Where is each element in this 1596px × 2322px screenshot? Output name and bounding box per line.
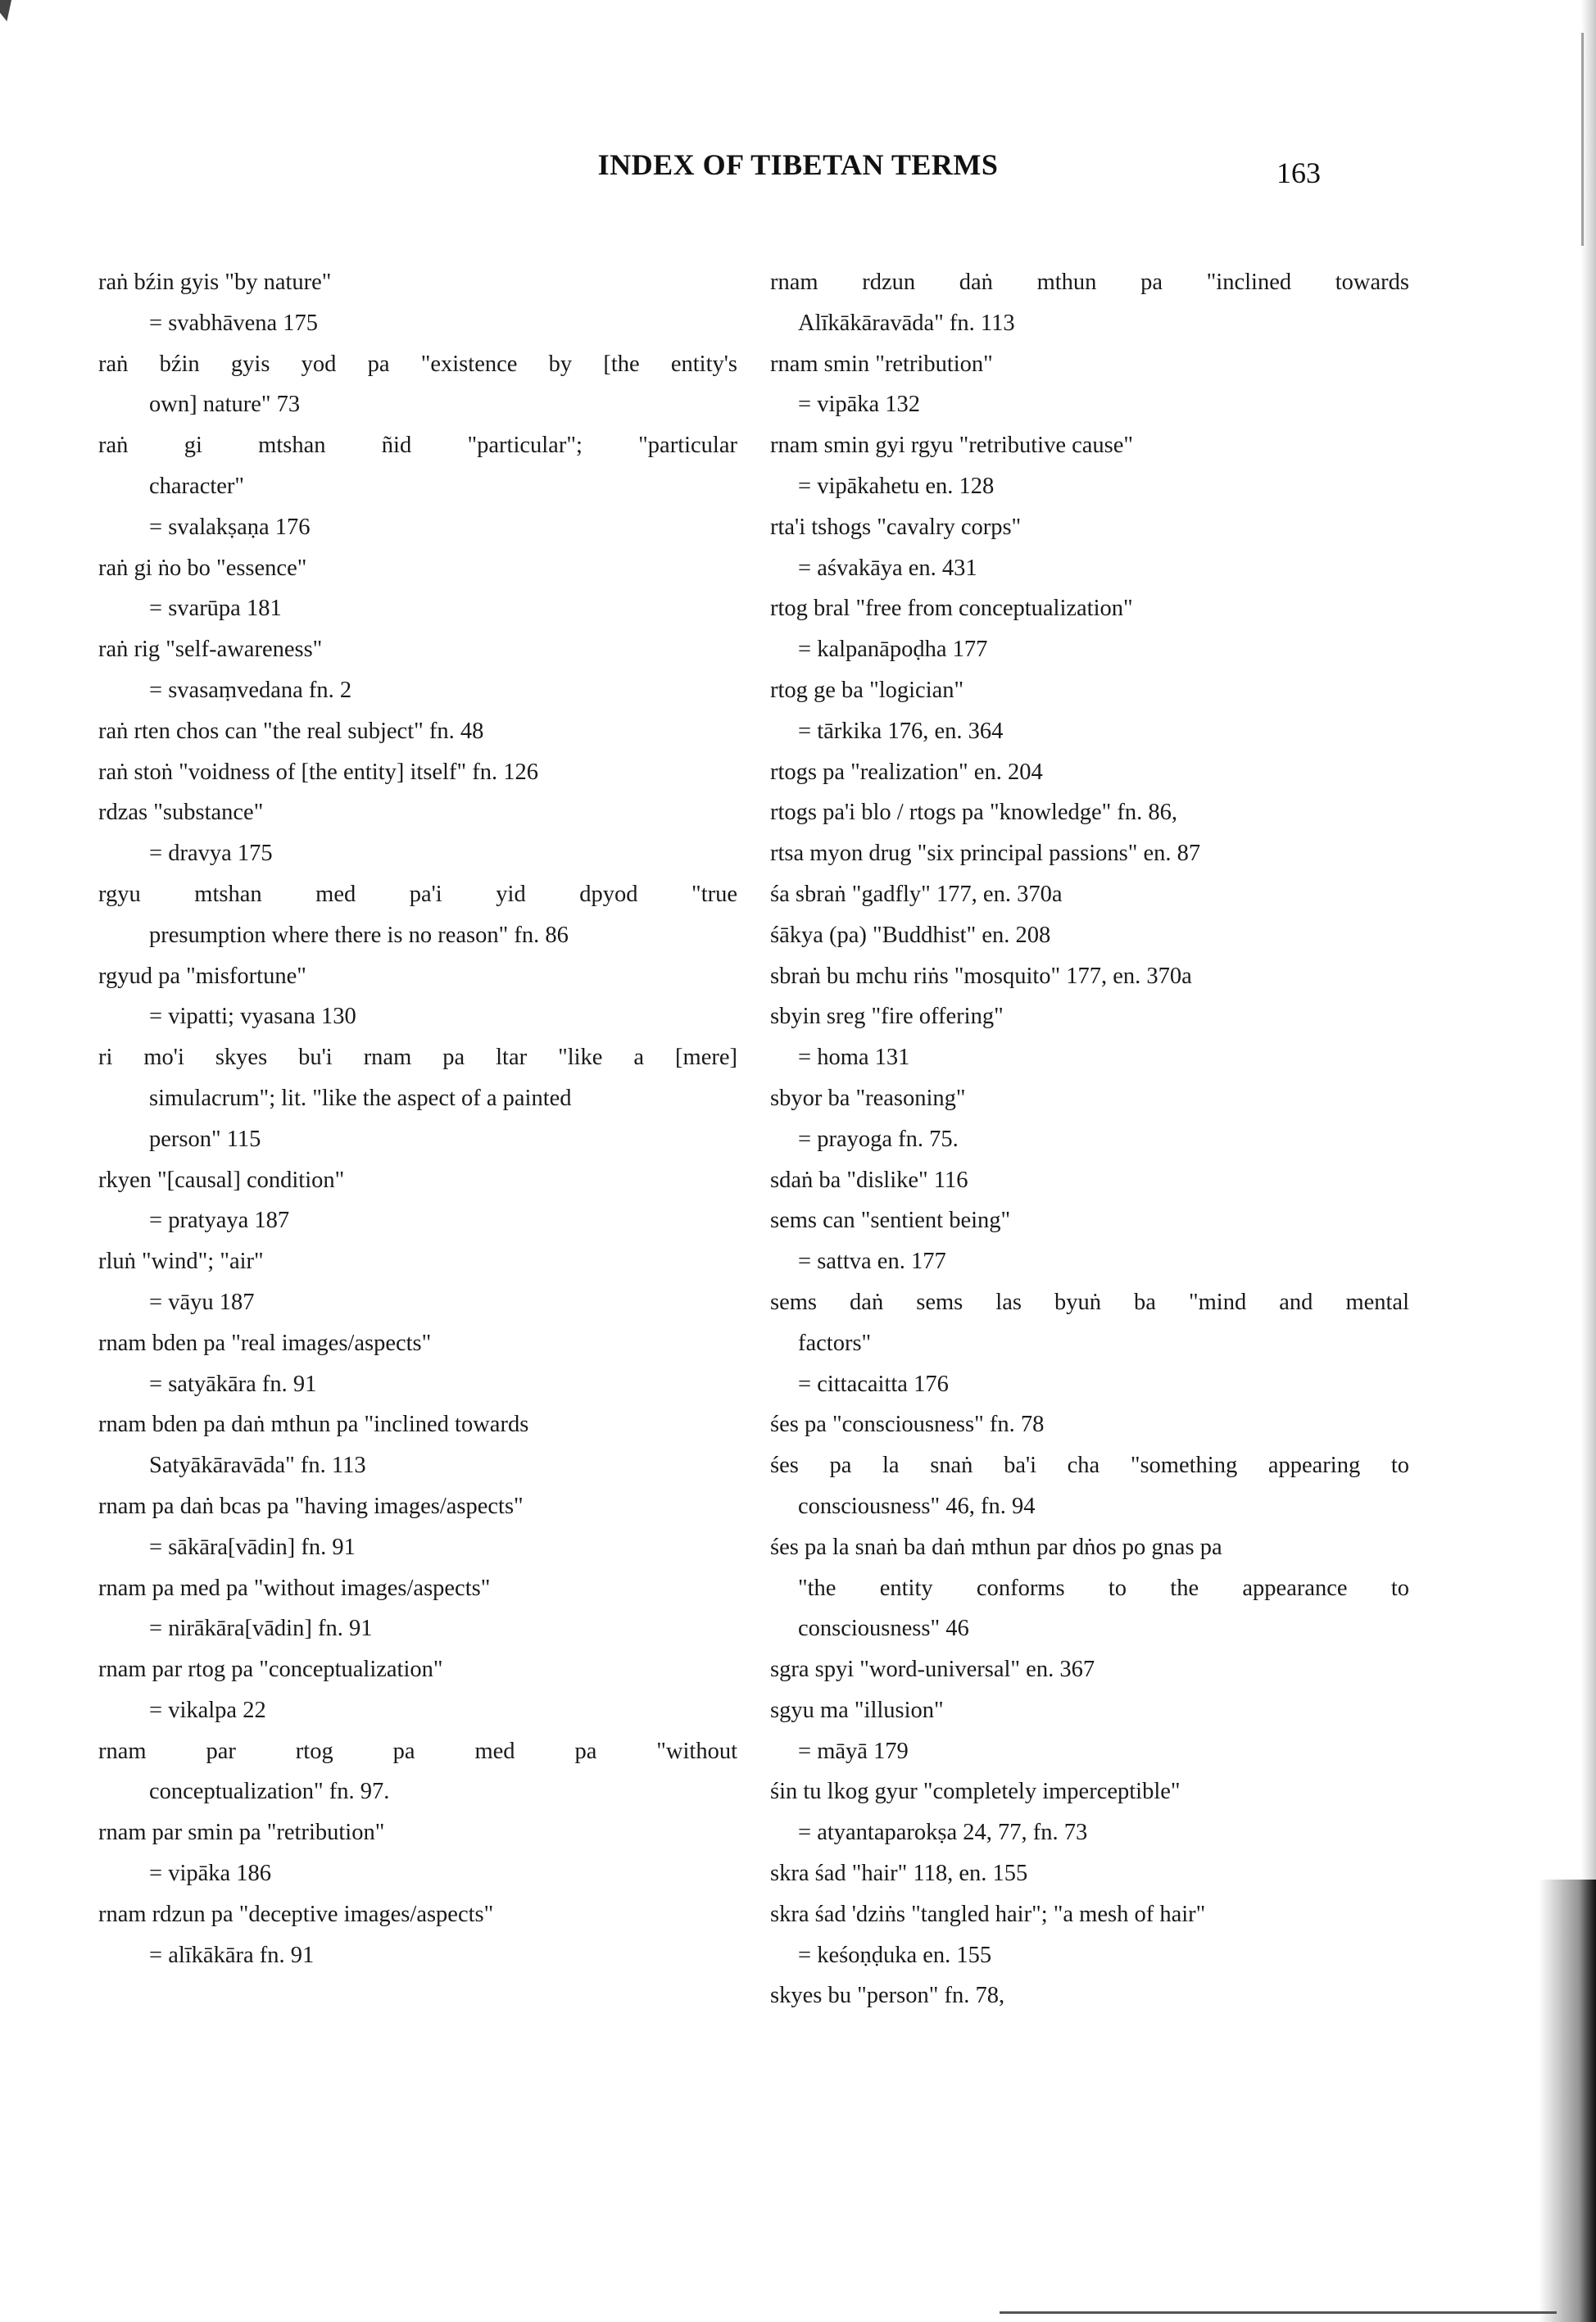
index-entry-line: rta'i tshogs "cavalry corps" — [770, 514, 1022, 540]
index-entry-line: śin tu lkog gyur "completely imperceptible" — [770, 1779, 1181, 1805]
index-entry-line: raṅ bźin gyis yod pa "existence by [the entity's — [98, 351, 737, 377]
index-equivalent-line: = vipāka 132 — [798, 392, 921, 418]
index-equivalent-line: = satyākāra fn. 91 — [149, 1371, 317, 1397]
index-continuation-line: consciousness" 46 — [798, 1616, 969, 1642]
index-continuation-line: Alīkākāravāda" fn. 113 — [798, 310, 1015, 336]
index-equivalent-line: = atyantaparokṣa 24, 77, fn. 73 — [798, 1820, 1088, 1846]
index-entry-line: raṅ stoṅ "voidness of [the entity] itself" fn. 126 — [98, 759, 538, 785]
index-entry-line: śa sbraṅ "gadfly" 177, en. 370a — [770, 881, 1063, 907]
index-entry-line: rtog bral "free from conceptualization" — [770, 596, 1133, 622]
index-column-left — [98, 262, 737, 1975]
index-continuation-line: consciousness" 46, fn. 94 — [798, 1493, 1036, 1519]
index-equivalent-line: = sākāra[vādin] fn. 91 — [149, 1534, 356, 1560]
index-entry-line: śes pa "consciousness" fn. 78 — [770, 1412, 1045, 1438]
index-equivalent-line: = alīkākāra fn. 91 — [149, 1942, 315, 1968]
index-continuation-line: simulacrum"; lit. "like the aspect of a painted — [149, 1085, 572, 1111]
index-continuation-line: character" — [149, 473, 245, 499]
index-equivalent-line: = sattva en. 177 — [798, 1249, 946, 1275]
index-entry-line: rgyud pa "misfortune" — [98, 963, 306, 989]
index-equivalent-line: = vāyu 187 — [149, 1289, 255, 1315]
index-entry-line: ri mo'i skyes bu'i rnam pa ltar "like a [mere] — [98, 1045, 737, 1071]
index-entry-line: rnam bden pa "real images/aspects" — [98, 1330, 432, 1356]
index-entry-line: śes pa la snaṅ ba'i cha "something appearing to — [770, 1453, 1409, 1479]
index-entry-line: rgyu mtshan med pa'i yid dpyod "true — [98, 881, 737, 907]
index-equivalent-line: = vipāka 186 — [149, 1861, 272, 1887]
index-equivalent-line: = nirākāra[vādin] fn. 91 — [149, 1616, 373, 1642]
index-entry-line: rtogs pa'i blo / rtogs pa "knowledge" fn. 86, — [770, 800, 1177, 826]
index-entry-line: raṅ bźin gyis "by nature" — [98, 270, 332, 295]
index-entry-line: śes pa la snaṅ ba daṅ mthun par dṅos po gnas pa — [770, 1534, 1222, 1560]
index-column-right — [770, 262, 1409, 2016]
index-entry-line: rnam smin gyi rgyu "retributive cause" — [770, 433, 1134, 459]
index-entry-line: skra śad "hair" 118, en. 155 — [770, 1861, 1028, 1887]
index-entry-line: sbraṅ bu mchu riṅs "mosquito" 177, en. 370a — [770, 963, 1192, 989]
index-entry-line: rtog ge ba "logician" — [770, 677, 964, 703]
index-entry-line: sdaṅ ba "dislike" 116 — [770, 1167, 968, 1193]
index-entry-line: śākya (pa) "Buddhist" en. 208 — [770, 922, 1051, 948]
index-equivalent-line: = svalakṣaṇa 176 — [149, 514, 311, 540]
index-entry-line: rnam bden pa daṅ mthun pa "inclined towards — [98, 1412, 529, 1438]
index-entry-line: raṅ rten chos can "the real subject" fn. 48 — [98, 718, 484, 744]
index-continuation-line: conceptualization" fn. 97. — [149, 1779, 390, 1805]
index-entry-line: rtsa myon drug "six principal passions" en. 87 — [770, 841, 1201, 867]
index-continuation-line: Satyākāravāda" fn. 113 — [149, 1453, 366, 1479]
index-equivalent-line: = tārkika 176, en. 364 — [798, 718, 1004, 744]
index-entry-line: sbyor ba "reasoning" — [770, 1085, 966, 1111]
page-corner-shadow — [1539, 1880, 1596, 2322]
index-entry-line: skyes bu "person" fn. 78, — [770, 1983, 1005, 2009]
index-entry-line: raṅ gi mtshan ñid "particular"; "particular — [98, 433, 737, 459]
index-entry-line: raṅ gi ṅo bo "essence" — [98, 555, 307, 581]
index-equivalent-line: = pratyaya 187 — [149, 1208, 290, 1234]
page-bottom-edge — [1000, 2311, 1557, 2314]
index-equivalent-line: = dravya 175 — [149, 841, 273, 867]
index-entry-line: rnam rdzun pa "deceptive images/aspects" — [98, 1901, 494, 1927]
index-equivalent-line: = svarūpa 181 — [149, 596, 282, 622]
index-entry-line: sgra spyi "word-universal" en. 367 — [770, 1657, 1095, 1683]
index-entry-line: sgyu ma "illusion" — [770, 1697, 944, 1723]
index-equivalent-line: = keśoṇḍuka en. 155 — [798, 1942, 992, 1968]
index-entry-line: rnam par smin pa "retribution" — [98, 1820, 385, 1846]
index-equivalent-line: = aśvakāya en. 431 — [798, 555, 977, 581]
index-equivalent-line: = prayoga fn. 75. — [798, 1126, 959, 1152]
index-entry-line: rnam rdzun daṅ mthun pa "inclined towards — [770, 270, 1409, 295]
index-equivalent-line: = kalpanāpoḍha 177 — [798, 637, 988, 663]
index-entry-line: rnam smin "retribution" — [770, 351, 993, 377]
index-entry-line: skra śad 'dziṅs "tangled hair"; "a mesh of hair" — [770, 1901, 1206, 1927]
scan-artifact-mark — [0, 0, 11, 21]
index-entry-line: rnam pa med pa "without images/aspects" — [98, 1575, 491, 1601]
index-equivalent-line: = vikalpa 22 — [149, 1697, 266, 1723]
index-entry-line: rkyen "[causal] condition" — [98, 1167, 345, 1193]
index-equivalent-line: = māyā 179 — [798, 1738, 909, 1764]
index-entry-line: rnam par rtog pa med pa "without — [98, 1738, 737, 1764]
index-entry-line: rdzas "substance" — [98, 800, 264, 826]
index-equivalent-line: = homa 131 — [798, 1045, 910, 1071]
index-continuation-line: "the entity conforms to the appearance to — [798, 1575, 1409, 1601]
index-continuation-line: presumption where there is no reason" fn. 86 — [149, 922, 569, 948]
index-entry-line: sems can "sentient being" — [770, 1208, 1011, 1234]
index-entry-line: rluṅ "wind"; "air" — [98, 1249, 264, 1275]
index-entry-line: rtogs pa "realization" en. 204 — [770, 759, 1043, 785]
index-equivalent-line: = svasaṃvedana fn. 2 — [149, 677, 352, 703]
index-equivalent-line: = vipākahetu en. 128 — [798, 473, 995, 499]
index-entry-line: sbyin sreg "fire offering" — [770, 1004, 1004, 1030]
index-equivalent-line: = cittacaitta 176 — [798, 1371, 949, 1397]
index-equivalent-line: = svabhāvena 175 — [149, 310, 319, 336]
index-entry-line: rnam par rtog pa "conceptualization" — [98, 1657, 443, 1683]
index-entry-line: sems daṅ sems las byuṅ ba "mind and mental — [770, 1289, 1409, 1315]
index-entry-line: raṅ rig "self-awareness" — [98, 637, 323, 663]
index-entry-line: rnam pa daṅ bcas pa "having images/aspects" — [98, 1493, 524, 1519]
index-equivalent-line: = vipatti; vyasana 130 — [149, 1004, 356, 1030]
page-number: 163 — [1276, 156, 1321, 189]
index-continuation-line: factors" — [798, 1330, 872, 1356]
index-continuation-line: person" 115 — [149, 1126, 261, 1152]
running-header-title: INDEX OF TIBETAN TERMS — [597, 148, 999, 181]
index-continuation-line: own] nature" 73 — [149, 392, 301, 418]
